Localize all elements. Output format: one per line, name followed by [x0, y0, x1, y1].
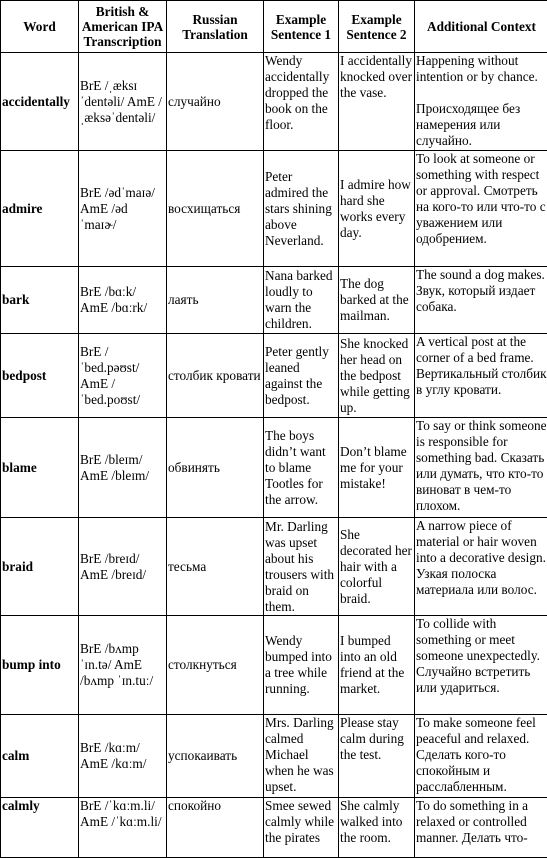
context-en: A vertical post at the corner of a bed frame. — [416, 334, 534, 365]
context-cell — [415, 616, 547, 715]
example1-cell: Wendy accidentally dropped the book on the floor. — [264, 53, 339, 151]
context-en: To do something in a relaxed or controlled manner. — [416, 798, 528, 845]
example2-cell: I admire how hard she works every day. — [339, 151, 415, 267]
table-row — [1, 616, 547, 715]
word-cell: bump into — [1, 616, 79, 715]
word-cell: blame — [1, 418, 79, 518]
context-ru: Смотреть на кого-то или что-то с уважением или одобрением. — [416, 183, 546, 246]
context-ru: Вертикальный столбик в углу кровати. — [416, 366, 547, 397]
word-cell: calm — [1, 715, 79, 798]
context-ru: Узкая полоска материала или волос. — [416, 566, 537, 597]
context-ru: Происходящее без намерения или случайно. — [416, 101, 520, 148]
context-ru: Сделать кого-то спокойным и расслабленным. — [416, 747, 507, 794]
word-cell: bark — [1, 267, 79, 334]
ipa-cell: BrE /ˌæksɪˈdentəli/ AmE /ˌæksəˈdentəli/ — [79, 53, 167, 151]
context-en: To say or think someone is responsible for something bad. — [416, 418, 547, 465]
ipa-cell: BrE /bʌmp ˈɪn.tə/ AmE /bʌmp ˈɪn.tuː/ — [79, 616, 167, 715]
russian-cell: столкнуться — [167, 616, 264, 715]
example2-cell: Please stay calm during the test. — [339, 715, 415, 798]
context-en: To make someone feel peaceful and relaxed. — [416, 715, 536, 746]
context-en: Happening without intention or by chance. — [416, 53, 538, 84]
table-row — [1, 798, 547, 858]
context-cell — [415, 715, 547, 798]
example2-cell: She decorated her hair with a colorful braid. — [339, 518, 415, 616]
header-example-2: Example Sentence 2 — [339, 1, 415, 53]
context-en: The sound a dog makes. — [416, 267, 545, 282]
ipa-cell: BrE /ˈkɑːm.li/ AmE /ˈkɑːm.li/ — [79, 798, 167, 858]
table-row — [1, 267, 547, 334]
context-cell — [415, 518, 547, 616]
example1-cell: Mr. Darling was upset about his trousers with braid on them. — [264, 518, 339, 616]
example2-cell: I accidentally knocked over the vase. — [339, 53, 415, 151]
example2-cell: She calmly walked into the room. — [339, 798, 415, 858]
context-cell — [415, 267, 547, 334]
context-cell — [415, 798, 547, 858]
ipa-cell: BrE /bleɪm/ AmE /bleɪm/ — [79, 418, 167, 518]
context-en: To look at someone or something with respect or approval. — [416, 151, 539, 198]
word-cell: admire — [1, 151, 79, 267]
word-cell: braid — [1, 518, 79, 616]
example2-cell: I bumped into an old friend at the market. — [339, 616, 415, 715]
example2-cell: The dog barked at the mailman. — [339, 267, 415, 334]
header-ipa: British & American IPA Transcription — [79, 1, 167, 53]
context-cell — [415, 334, 547, 418]
russian-cell: спокойно — [167, 798, 264, 858]
example1-cell: The boys didn’t want to blame Tootles for the arrow. — [264, 418, 339, 518]
context-cell — [415, 53, 547, 151]
header-row — [1, 1, 547, 53]
header-word: Word — [1, 1, 79, 53]
word-cell: calmly — [1, 798, 79, 858]
header-russian: Russian Translation — [167, 1, 264, 53]
table-row — [1, 151, 547, 267]
russian-cell: успокаивать — [167, 715, 264, 798]
example1-cell: Wendy bumped into a tree while running. — [264, 616, 339, 715]
example2-cell: Don’t blame me for your mistake! — [339, 418, 415, 518]
russian-cell: случайно — [167, 53, 264, 151]
example1-cell: Mrs. Darling calmed Michael when he was upset. — [264, 715, 339, 798]
header-example-1: Example Sentence 1 — [264, 1, 339, 53]
russian-cell: лаять — [167, 267, 264, 334]
context-ru: Сказать или думать, что кто-то виноват в чем-то плохом. — [416, 450, 544, 513]
context-ru: Случайно встретить или удариться. — [416, 664, 530, 695]
context-en: To collide with something or meet someone unexpectedly. — [416, 616, 540, 663]
word-cell: bedpost — [1, 334, 79, 418]
header-context: Additional Context — [415, 1, 547, 53]
word-cell: accidentally — [1, 53, 79, 151]
context-ru: Делать что- — [462, 830, 528, 845]
context-en: A narrow piece of material or hair woven into a decorative design. — [416, 518, 546, 565]
context-ru: Звук, который издает собака. — [416, 283, 535, 314]
ipa-cell: BrE /ədˈmaɪə/ AmE /əd ˈmaɪɚ/ — [79, 151, 167, 267]
example1-cell: Smee sewed calmly while the pirates — [264, 798, 339, 858]
context-cell — [415, 418, 547, 518]
ipa-cell: BrE /kɑːm/ AmE /kɑːm/ — [79, 715, 167, 798]
russian-cell: восхищаться — [167, 151, 264, 267]
example1-cell: Peter admired the stars shining above Neverland. — [264, 151, 339, 267]
table-row — [1, 715, 547, 798]
table-row — [1, 418, 547, 518]
russian-cell: тесьма — [167, 518, 264, 616]
table-row — [1, 53, 547, 151]
example1-cell: Nana barked loudly to warn the children. — [264, 267, 339, 334]
context-cell — [415, 151, 547, 267]
example1-cell: Peter gently leaned against the bedpost. — [264, 334, 339, 418]
ipa-cell: BrE /ˈbed.pəʊst/ AmE /ˈbed.poʊst/ — [79, 334, 167, 418]
russian-cell: обвинять — [167, 418, 264, 518]
table-row — [1, 334, 547, 418]
ipa-cell: BrE /breɪd/ AmE /breɪd/ — [79, 518, 167, 616]
russian-cell: столбик кровати — [167, 334, 264, 418]
ipa-cell: BrE /bɑːk/ AmE /bɑːrk/ — [79, 267, 167, 334]
table-row — [1, 518, 547, 616]
example2-cell: She knocked her head on the bedpost while getting up. — [339, 334, 415, 418]
